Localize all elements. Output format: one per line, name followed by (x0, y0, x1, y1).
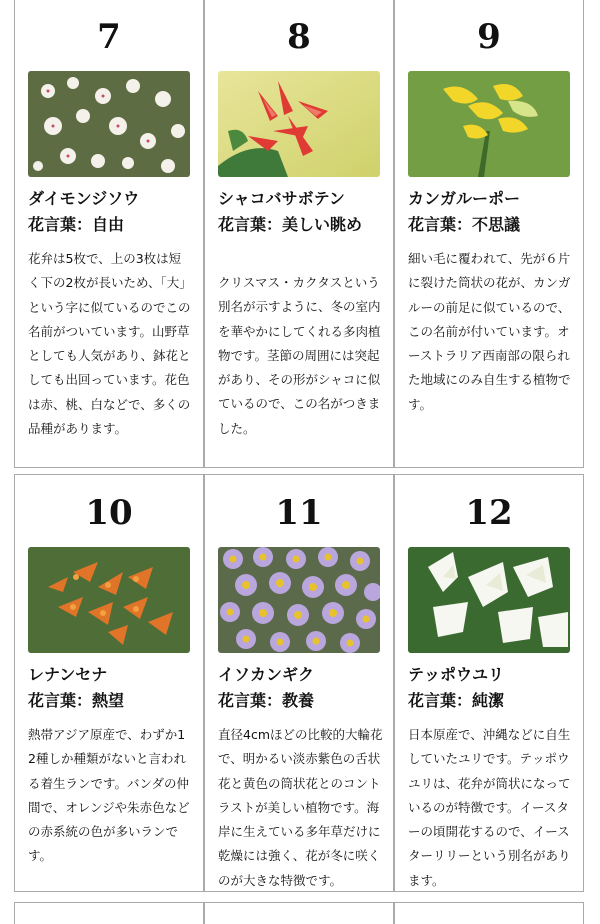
flower-description: 熱帯アジア原産で、わずか12種しか種類がないと言われる着生ランです。バンダの仲間で、オレンジや朱赤色などの赤系統の色が多いランです。 (28, 727, 190, 864)
flower-card-partial (394, 902, 584, 924)
card-number: 10 (85, 493, 133, 533)
flower-photo-kangaroo-paw (408, 71, 570, 177)
flower-photo-isokangiku (218, 547, 380, 653)
flower-card-10 (14, 474, 204, 892)
flower-name: テッポウユリ (408, 665, 505, 684)
flower-description: クリスマス・カクタスという別名が示すように、冬の室内を華やかにしてくれる多肉植物です。茎節の周囲には突起があり、その形がシャコに似ているので、この名がつきました。 (218, 275, 381, 436)
card-number: 7 (97, 17, 121, 57)
flower-photo-shakobasaboten (218, 71, 380, 177)
flower-description: 細い毛に覆われて、先が６片に裂けた筒状の花が、カンガルーの前足に似ているので、この名前が付いています。オーストラリア西南部の限られた地域にのみ自生する植物です。 (408, 251, 571, 412)
flower-card-partial (204, 902, 394, 924)
flower-card-11 (204, 474, 394, 892)
flower-card-12 (394, 474, 584, 892)
flower-card-8 (204, 0, 394, 468)
flower-photo-teppouyuri (408, 547, 570, 653)
card-number: 8 (287, 17, 311, 57)
flower-name: レナンセナ (28, 665, 108, 684)
flower-photo-daimonjisou (28, 71, 190, 177)
flower-photo-renanthera (28, 547, 190, 653)
flower-language: 花言葉：自由 (28, 215, 125, 234)
flower-name: イソカンギク (218, 665, 315, 684)
flower-language: 花言葉：教養 (218, 691, 315, 710)
flower-card-partial (14, 902, 204, 924)
flower-name: シャコバサボテン (218, 189, 345, 208)
flower-language: 花言葉：美しい眺め (218, 215, 363, 234)
card-number: 12 (465, 493, 513, 533)
flower-description: 日本原産で、沖縄などに自生していたユリです。テッポウユリは、花弁が筒状になっているのが特徴です。イースターの頃開花するので、イースターリリーという別名があります。 (408, 727, 571, 888)
flower-card-9 (394, 0, 584, 468)
flower-description: 花弁は5枚で、上の3枚は短く下の2枚が長いため、「大」という字に似ているのでこの名前がついています。山野草としても人気があり、鉢花としても出回っています。花色は赤、桃、白などで、多くの品種があります。 (28, 251, 192, 437)
card-number: 9 (477, 17, 501, 57)
flower-description: 直径4cmほどの比較的大輪花で、明かるい淡赤紫色の舌状花と黄色の筒状花とのコントラストが美しい植物です。海岸に生えている多年草だけに乾燥には強く、花が冬に咲くのが大きな特徴です。 (218, 727, 383, 888)
flower-card-7 (14, 0, 204, 468)
card-number: 11 (275, 493, 323, 533)
flower-name: ダイモンジソウ (28, 189, 140, 208)
flower-language: 花言葉：熱望 (28, 691, 125, 710)
flower-language: 花言葉：純潔 (408, 691, 505, 710)
flower-name: カンガルーポー (408, 189, 521, 208)
flower-language: 花言葉：不思議 (408, 215, 521, 234)
